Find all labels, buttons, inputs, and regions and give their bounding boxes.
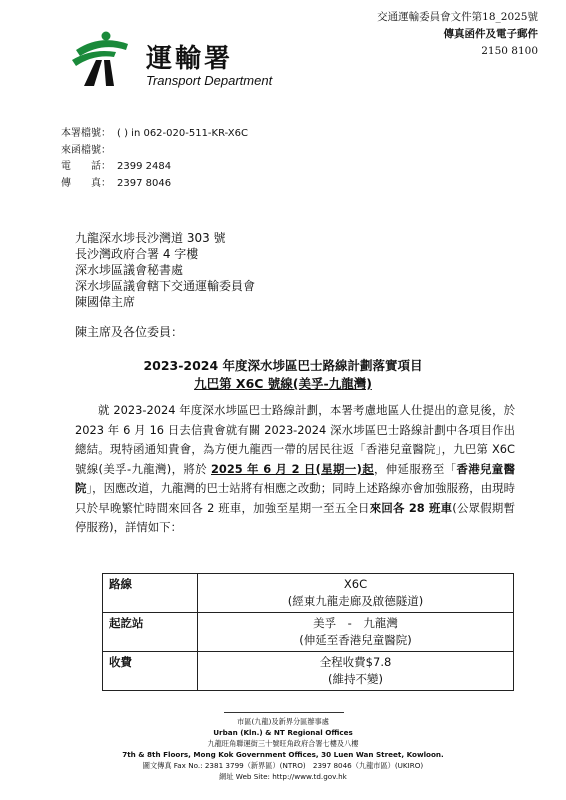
route-details-table <box>102 573 514 691</box>
address-line: 陳國偉主席 <box>75 295 136 309</box>
footer-line: 市區(九龍)及新界分區辦事處 <box>237 717 329 726</box>
transport-department-logo-icon <box>70 30 132 88</box>
office-footer <box>0 716 566 782</box>
table-value <box>198 613 514 652</box>
route-number: X6C <box>343 577 368 591</box>
your-reference-label: 來函檔號： <box>61 144 111 156</box>
fare-amount: 全程收費$7.8 <box>319 655 392 669</box>
telephone-label: 電 話： <box>61 161 111 172</box>
logo-english-name: Transport Department <box>146 73 273 88</box>
fax-label: 傳 真： <box>61 177 111 189</box>
route-termini: 美孚 - 九龍灣 <box>313 616 398 630</box>
table-label: 路線 <box>103 574 198 613</box>
body-paragraph <box>75 401 515 538</box>
footer-line: 圖文傳真 Fax No.: 2381 3799（新界區）(NTRO) 2397 8046（九龍市區）(UKIRO) <box>142 761 424 770</box>
table-label: 收費 <box>103 652 198 691</box>
address-line: 九龍深水埗長沙灣道 303 號 <box>75 231 226 245</box>
fare-note: (維持不變) <box>328 672 383 686</box>
website-link[interactable]: 網址 Web Site: http://www.td.gov.hk <box>219 772 347 781</box>
logo-chinese-name: 運輸署 <box>146 44 234 74</box>
footer-divider <box>224 712 344 713</box>
body-text-part: (公眾假期暫停服務)，詳情如下： <box>75 500 515 534</box>
fax-value: 2397 8046 <box>117 177 172 189</box>
fax-row <box>61 176 248 193</box>
our-reference-label: 本署檔號： <box>61 128 111 139</box>
trip-frequency: 來回各 28 班車 <box>369 500 453 515</box>
recipient-address <box>75 230 255 310</box>
body-text-part: 就 2023-2024 年度深水埗區巴士路線計劃，本署考慮地區人仕提出的意見後，於 2023 年 6 月 16 日去信貴會就有關 2023-2024 深水埗區巴士路線計劃中各項目作出總結。現特函通知貴會，為方便九龍西一帶的居民往返「香港兒童醫院」，九巴第 X6C 號線(美孚-九龍灣)，將於 <box>75 403 515 476</box>
salutation: 陳主席及各位委員： <box>75 325 184 339</box>
address-line: 深水埗區議會秘書處 <box>75 263 184 277</box>
fax-number: 2150 8100 <box>481 45 538 57</box>
document-header <box>377 9 538 60</box>
hospital-name: 香港兒童醫院 <box>75 461 515 495</box>
address-line: 長沙灣政府合署 4 字樓 <box>75 247 199 261</box>
body-text-part: 」，因應改道，九龍灣的巴士站將有相應之改動；同時上述路線亦會加強服務，由現時只於早晚繁忙時間來回各 2 班車，加強至星期一至五全日 <box>75 481 515 515</box>
route-via: (經東九龍走廊及啟德隧道) <box>287 594 424 608</box>
footer-line: 7th & 8th Floors, Mong Kok Government Offices, 30 Luen Wan Street, Kowloon. <box>122 750 444 759</box>
letter-subtitle: 九巴第 X6C 號線(美孚-九龍灣) <box>194 376 372 391</box>
letter-title: 2023-2024 年度深水埗區巴士路線計劃落實項目 <box>143 358 423 373</box>
telephone-row <box>61 159 248 176</box>
footer-line: Urban (Kln.) & NT Regional Offices <box>213 728 353 737</box>
telephone-value: 2399 2484 <box>117 161 172 172</box>
your-reference-row <box>61 143 248 160</box>
body-text-part: ，伸延服務至「 <box>374 461 457 476</box>
table-row <box>103 574 514 613</box>
address-line: 深水埗區議會轄下交通運輸委員會 <box>75 279 256 293</box>
delivery-method: 傳真函件及電子郵件 <box>443 28 538 40</box>
table-row <box>103 652 514 691</box>
table-value <box>198 652 514 691</box>
our-reference-value: ( ) in 062-020-511-KR-X6C <box>117 128 248 139</box>
route-extension: (伸延至香港兒童醫院) <box>299 633 412 647</box>
document-number: 交通運輸委員會文件第18_2025號 <box>377 11 538 23</box>
our-reference-row <box>61 126 248 143</box>
table-label: 起訖站 <box>103 613 198 652</box>
reference-block <box>61 126 248 192</box>
table-value <box>198 574 514 613</box>
effective-date: 2025 年 6 月 2 日(星期一)起 <box>211 461 374 476</box>
table-row <box>103 613 514 652</box>
footer-line: 九龍旺角聯運街三十號旺角政府合署七樓及八樓 <box>207 739 359 748</box>
